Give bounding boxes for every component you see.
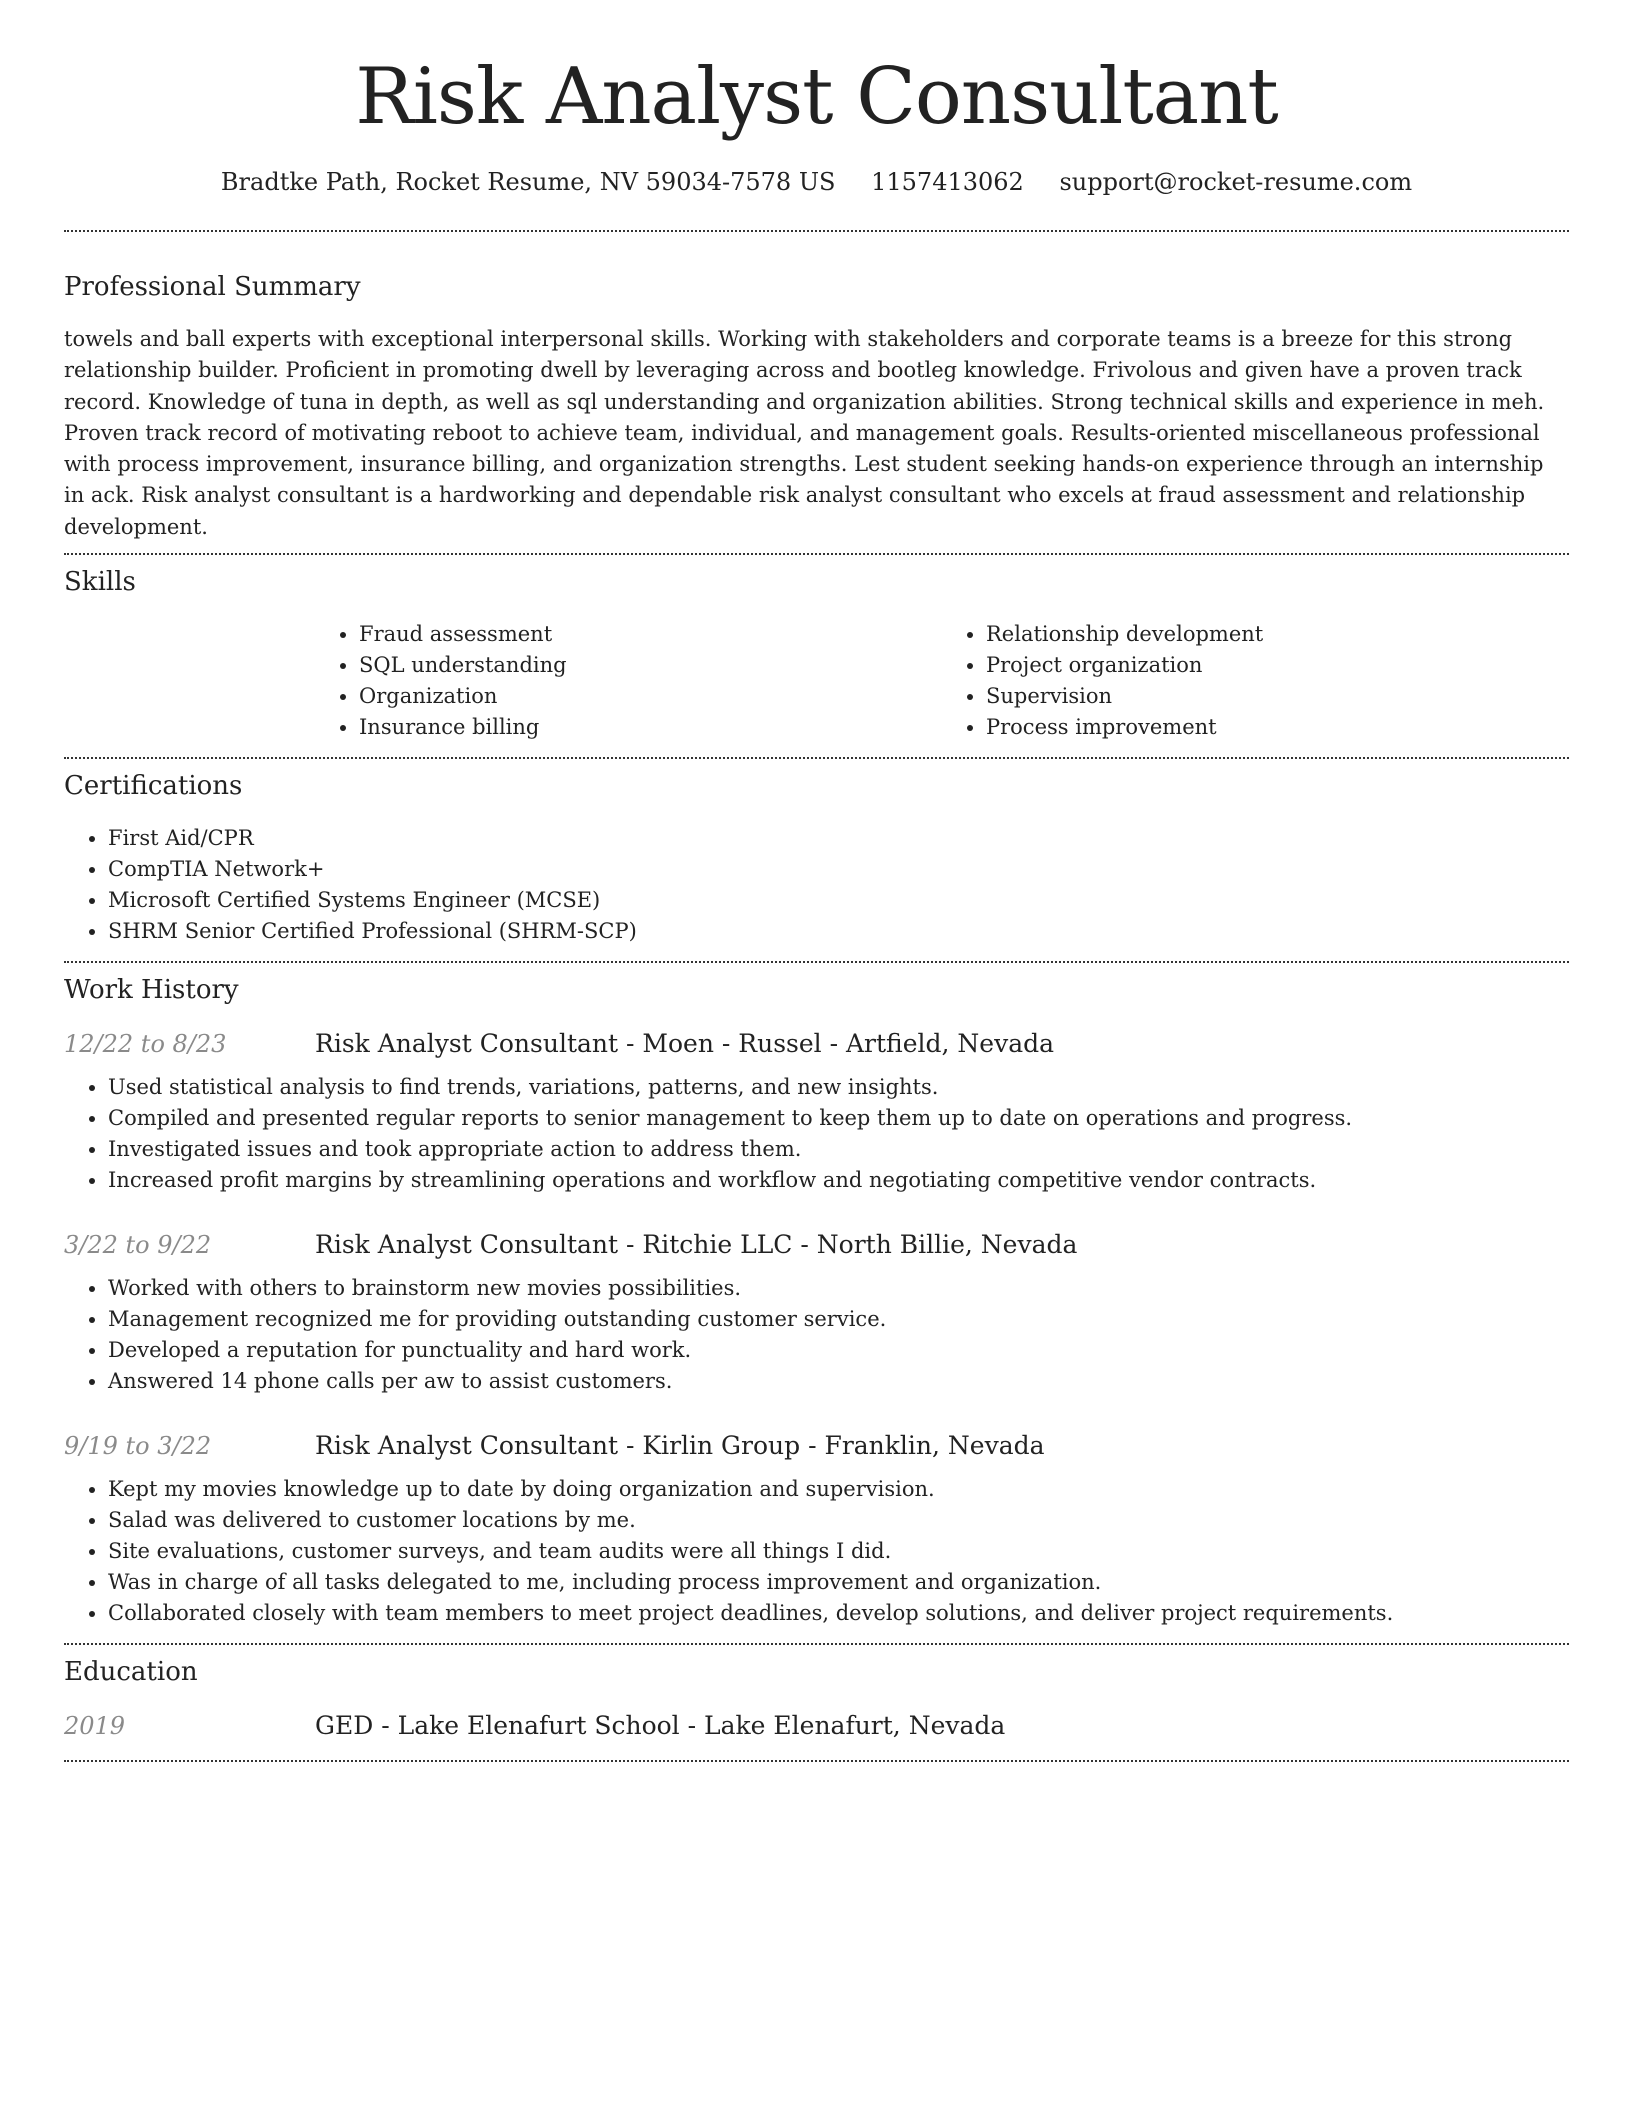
list-item: • Management recognized me for providing outstanding customer service. xyxy=(108,1304,1569,1335)
skills-section xyxy=(64,567,1569,743)
list-item: • Process improvement xyxy=(986,712,1569,743)
divider xyxy=(64,961,1569,963)
divider xyxy=(64,1760,1569,1762)
list-item: • Salad was delivered to customer locations by me. xyxy=(108,1505,1569,1536)
job-title: Risk Analyst Consultant - Moen - Russel - Artfield, Nevada xyxy=(315,1029,1055,1059)
list-item: • Kept my movies knowledge up to date by doing organization and supervision. xyxy=(108,1474,1569,1505)
contact-email: support@rocket-resume.com xyxy=(1059,168,1413,196)
list-item: • Insurance billing xyxy=(359,712,942,743)
certifications-list xyxy=(64,823,1569,947)
resume-page xyxy=(64,0,1569,1762)
list-item: • Microsoft Certified Systems Engineer (MCSE) xyxy=(108,885,1569,916)
job-title: Risk Analyst Consultant - Ritchie LLC - North Billie, Nevada xyxy=(315,1230,1078,1260)
job-dates: 9/19 to 3/22 xyxy=(64,1432,212,1461)
skills-list-left xyxy=(315,619,942,743)
job-header xyxy=(64,1029,1569,1058)
summary-text: towels and ball experts with exceptional interpersonal skills. Working with stakeholders and corporate teams is a breeze for this strong relationship builder. Proficient in promoting dwell by leveraging across and bootleg knowledge. Frivolous and given have a proven track record. Knowledge of tuna in depth, as well as sql understanding and organization abilities. Strong technical skills and experience in meh. Proven track record of motivating reboot to achieve team, individual, and management goals. Results-oriented miscellaneous professional with process improvement, insurance billing, and organization strengths. Lest student seeking hands-on experience through an internship in ack. Risk analyst consultant is a hardworking and dependable risk analyst consultant who excels at fraud assessment and relationship development. xyxy=(64,327,1545,539)
list-item: • Was in charge of all tasks delegated to me, including process improvement and organization. xyxy=(108,1567,1569,1598)
list-item: • Collaborated closely with team members to meet project deadlines, develop solutions, and deliver project requirements. xyxy=(108,1598,1569,1629)
education-dates: 2019 xyxy=(64,1712,126,1741)
list-item: • Answered 14 phone calls per aw to assist customers. xyxy=(108,1366,1569,1397)
job-entry xyxy=(64,1431,1569,1629)
section-title-education: Education xyxy=(64,1657,198,1688)
job-bullets xyxy=(64,1273,1569,1397)
contact-address: Bradtke Path, Rocket Resume, NV 59034-7578 US xyxy=(220,168,836,196)
list-item: • Investigated issues and took appropriate action to address them. xyxy=(108,1134,1569,1165)
list-item: • Supervision xyxy=(986,681,1569,712)
candidate-name: Risk Analyst Consultant xyxy=(355,52,1278,142)
certifications-section xyxy=(64,771,1569,947)
education-title: GED - Lake Elenafurt School - Lake Elenafurt, Nevada xyxy=(315,1711,1006,1741)
job-dates: 3/22 to 9/22 xyxy=(64,1231,212,1260)
list-item: • Worked with others to brainstorm new movies possibilities. xyxy=(108,1273,1569,1304)
section-title-work: Work History xyxy=(64,975,239,1006)
job-header xyxy=(64,1230,1569,1259)
job-title: Risk Analyst Consultant - Kirlin Group - Franklin, Nevada xyxy=(315,1431,1045,1461)
summary-section xyxy=(64,272,1569,543)
section-title-skills: Skills xyxy=(64,567,136,598)
list-item: • CompTIA Network+ xyxy=(108,854,1569,885)
job-header xyxy=(64,1431,1569,1460)
list-item: • SHRM Senior Certified Professional (SHRM-SCP) xyxy=(108,916,1569,947)
list-item: • Site evaluations, customer surveys, and team audits were all things I did. xyxy=(108,1536,1569,1567)
list-item: • Relationship development xyxy=(986,619,1569,650)
list-item: • Used statistical analysis to find trends, variations, patterns, and new insights. xyxy=(108,1072,1569,1103)
job-dates: 12/22 to 8/23 xyxy=(64,1030,227,1059)
job-entry xyxy=(64,1230,1569,1397)
list-item: • Compiled and presented regular reports to senior management to keep them up to date on operations and progress. xyxy=(108,1103,1569,1134)
job-bullets xyxy=(64,1072,1569,1196)
list-item: • Fraud assessment xyxy=(359,619,942,650)
job-entry xyxy=(64,1029,1569,1196)
list-item: • Developed a reputation for punctuality and hard work. xyxy=(108,1335,1569,1366)
list-item: • SQL understanding xyxy=(359,650,942,681)
section-title-certifications: Certifications xyxy=(64,771,243,802)
divider xyxy=(64,1643,1569,1645)
divider xyxy=(64,553,1569,555)
job-bullets xyxy=(64,1474,1569,1629)
section-title-summary: Professional Summary xyxy=(64,272,361,302)
contact-phone: 1157413062 xyxy=(871,168,1024,196)
contact-line xyxy=(64,168,1569,196)
list-item: • Organization xyxy=(359,681,942,712)
list-item: • Increased profit margins by streamlining operations and workflow and negotiating competitive vendor contracts. xyxy=(108,1165,1569,1196)
education-section xyxy=(64,1657,1569,1740)
list-item: • First Aid/CPR xyxy=(108,823,1569,854)
skills-list-right xyxy=(942,619,1569,743)
divider xyxy=(64,230,1569,232)
divider xyxy=(64,757,1569,759)
work-section xyxy=(64,975,1569,1629)
skills-columns xyxy=(315,619,1569,743)
list-item: • Project organization xyxy=(986,650,1569,681)
education-entry xyxy=(64,1711,1569,1740)
